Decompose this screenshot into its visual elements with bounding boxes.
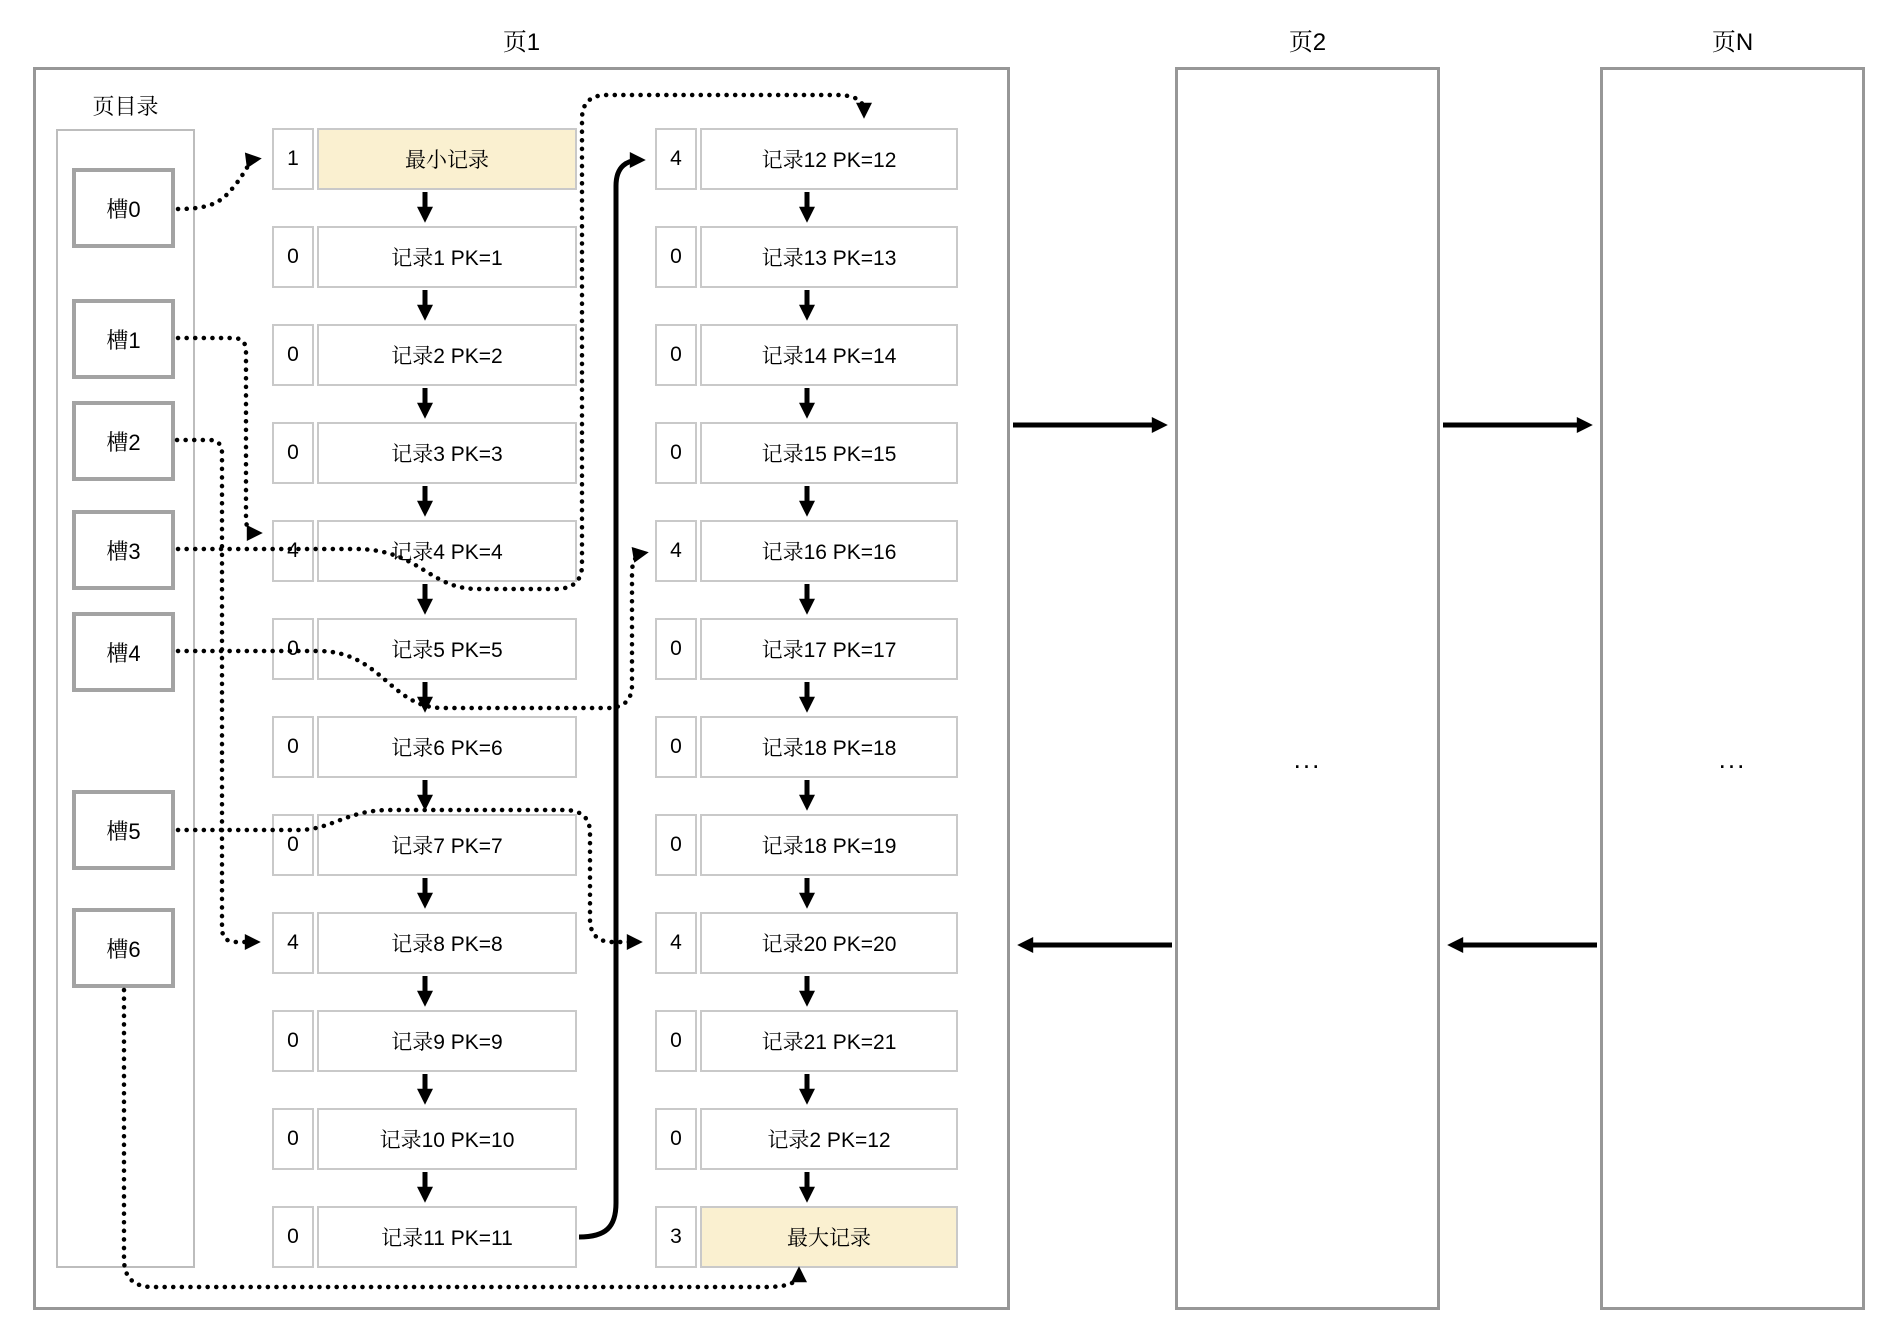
record-label: 记录8 PK=8 [317, 912, 577, 974]
directory-slot-2: 槽2 [72, 401, 175, 481]
record-n-owned: 0 [655, 226, 697, 288]
record-n-owned: 0 [272, 814, 314, 876]
directory-slot-1: 槽1 [72, 299, 175, 379]
page1-title: 页1 [502, 29, 541, 56]
record-row [272, 1108, 577, 1170]
record-label: 记录12 PK=12 [700, 128, 958, 190]
record-label: 记录15 PK=15 [700, 422, 958, 484]
record-row [272, 226, 577, 288]
page2-ellipsis: ... [1293, 744, 1322, 774]
record-label: 记录16 PK=16 [700, 520, 958, 582]
record-row [272, 324, 577, 386]
record-n-owned: 0 [272, 324, 314, 386]
record-row [272, 422, 577, 484]
record-row [272, 520, 577, 582]
record-label: 记录14 PK=14 [700, 324, 958, 386]
record-label: 记录9 PK=9 [317, 1010, 577, 1072]
record-row [272, 618, 577, 680]
record-label: 记录13 PK=13 [700, 226, 958, 288]
record-n-owned: 1 [272, 128, 314, 190]
directory-slot-3: 槽3 [72, 510, 175, 590]
record-row [655, 716, 958, 778]
page2-box [1175, 67, 1440, 1310]
record-n-owned: 0 [655, 422, 697, 484]
record-row [655, 128, 958, 190]
record-label-system: 最小记录 [317, 128, 577, 190]
record-row [272, 128, 577, 190]
record-label: 记录6 PK=6 [317, 716, 577, 778]
directory-slot-6: 槽6 [72, 908, 175, 988]
record-n-owned: 0 [272, 422, 314, 484]
directory-slot-5: 槽5 [72, 790, 175, 870]
record-label: 记录5 PK=5 [317, 618, 577, 680]
record-label: 记录2 PK=12 [700, 1108, 958, 1170]
record-label: 记录17 PK=17 [700, 618, 958, 680]
record-label: 记录21 PK=21 [700, 1010, 958, 1072]
record-n-owned: 0 [272, 618, 314, 680]
record-n-owned: 0 [655, 716, 697, 778]
directory-slot-0: 槽0 [72, 168, 175, 248]
record-label: 记录3 PK=3 [317, 422, 577, 484]
record-row [655, 1010, 958, 1072]
record-row [655, 912, 958, 974]
record-row [655, 520, 958, 582]
directory-slot-4: 槽4 [72, 612, 175, 692]
record-label: 记录20 PK=20 [700, 912, 958, 974]
record-row [272, 912, 577, 974]
record-row [272, 1010, 577, 1072]
record-label: 记录2 PK=2 [317, 324, 577, 386]
record-label-system: 最大记录 [700, 1206, 958, 1268]
record-label: 记录1 PK=1 [317, 226, 577, 288]
record-label: 记录7 PK=7 [317, 814, 577, 876]
pageN-box [1600, 67, 1865, 1310]
record-n-owned: 0 [272, 226, 314, 288]
record-row [655, 226, 958, 288]
record-n-owned: 3 [655, 1206, 697, 1268]
record-n-owned: 4 [655, 520, 697, 582]
record-row [655, 1108, 958, 1170]
record-row [272, 814, 577, 876]
page-directory-label: 页目录 [92, 94, 159, 119]
record-n-owned: 4 [655, 912, 697, 974]
record-row [272, 716, 577, 778]
pageN-ellipsis: ... [1718, 744, 1747, 774]
record-label: 记录18 PK=19 [700, 814, 958, 876]
record-row [655, 618, 958, 680]
record-n-owned: 0 [272, 716, 314, 778]
record-n-owned: 0 [655, 618, 697, 680]
record-label: 记录10 PK=10 [317, 1108, 577, 1170]
record-label: 记录4 PK=4 [317, 520, 577, 582]
record-n-owned: 4 [272, 912, 314, 974]
record-label: 记录11 PK=11 [317, 1206, 577, 1268]
record-n-owned: 0 [655, 324, 697, 386]
record-label: 记录18 PK=18 [700, 716, 958, 778]
record-n-owned: 0 [272, 1010, 314, 1072]
record-row [655, 814, 958, 876]
record-n-owned: 4 [655, 128, 697, 190]
record-n-owned: 0 [655, 1010, 697, 1072]
record-n-owned: 0 [655, 814, 697, 876]
record-n-owned: 0 [655, 1108, 697, 1170]
record-n-owned: 0 [272, 1206, 314, 1268]
record-row [655, 1206, 958, 1268]
record-row [272, 1206, 577, 1268]
pageN-title: 页N [1711, 29, 1754, 56]
record-row [655, 422, 958, 484]
page2-title: 页2 [1288, 29, 1327, 56]
record-n-owned: 0 [272, 1108, 314, 1170]
record-n-owned: 4 [272, 520, 314, 582]
record-row [655, 324, 958, 386]
